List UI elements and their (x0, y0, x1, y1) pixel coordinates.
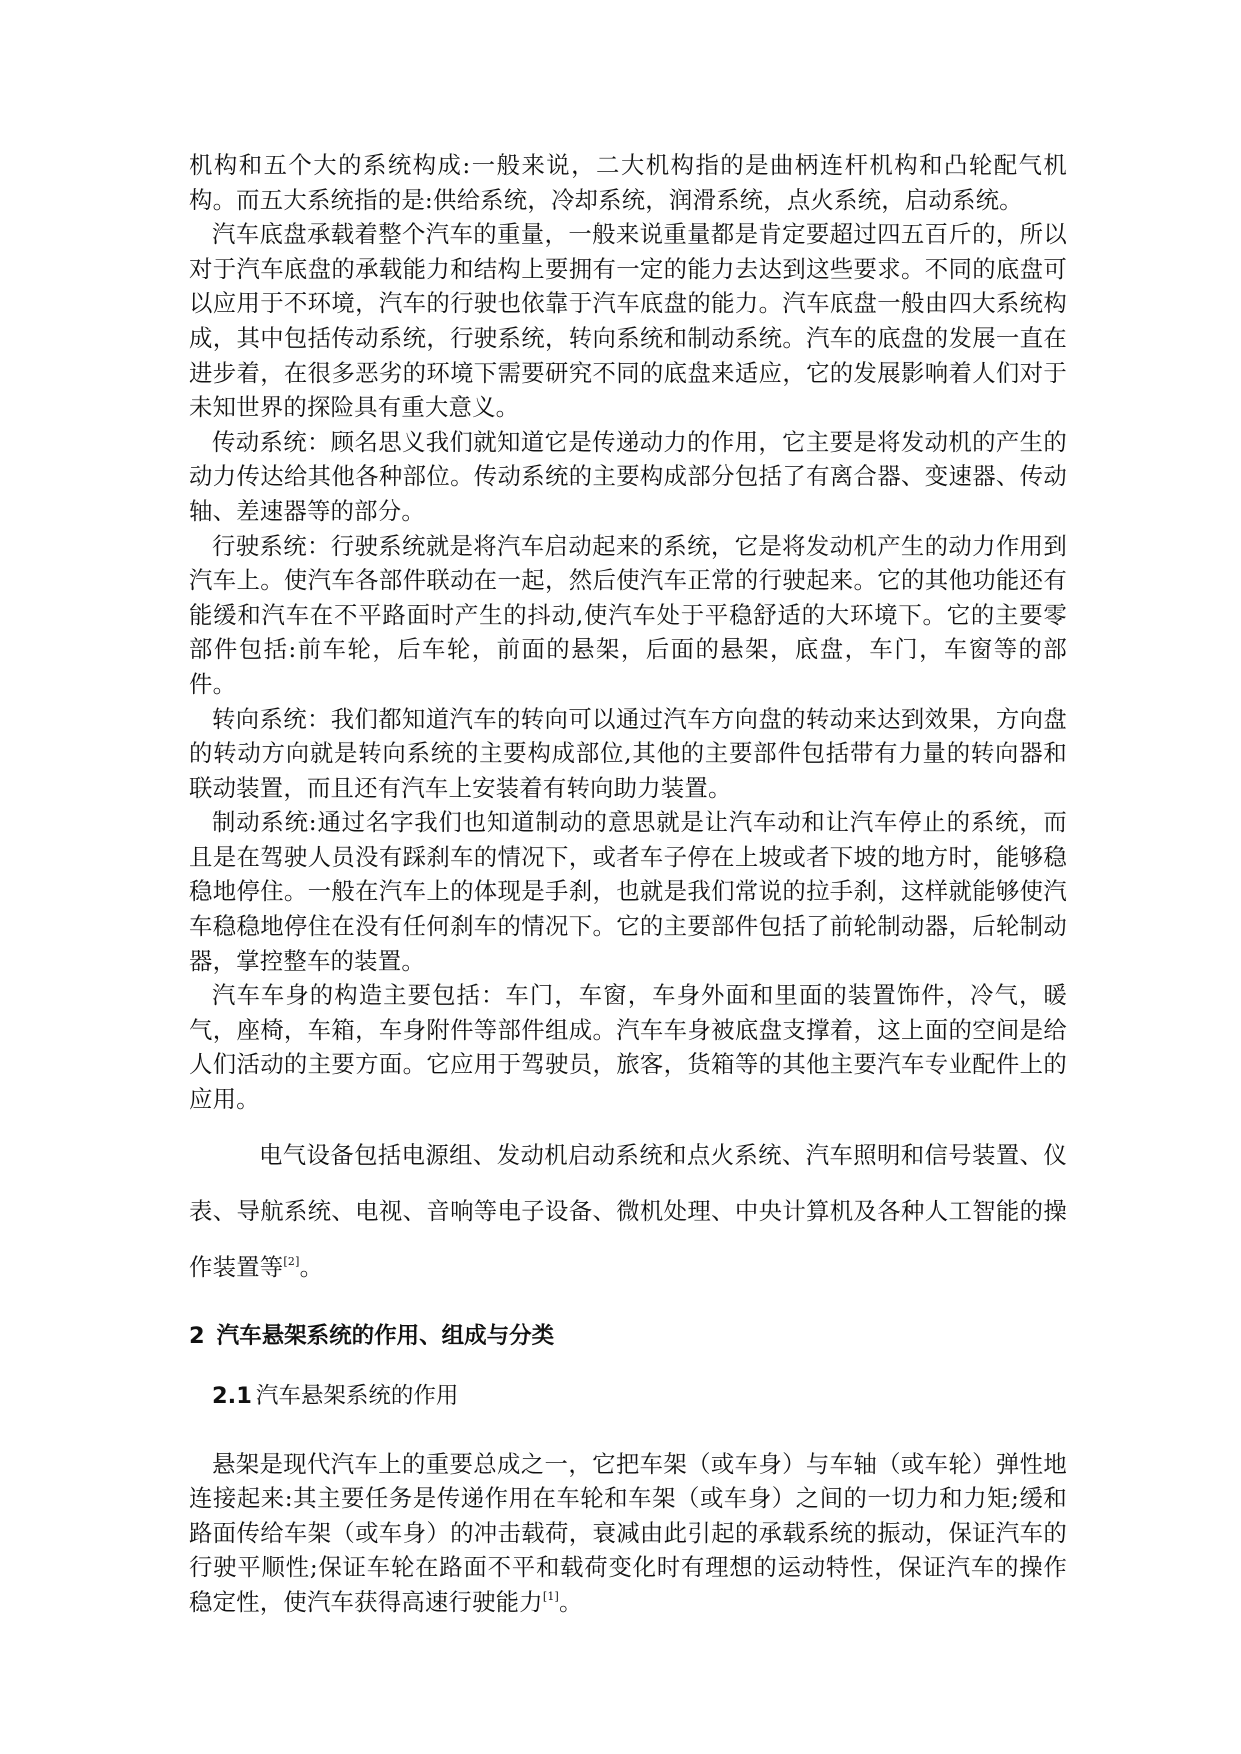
subsection-title: 汽车悬架系统的作用 (255, 1382, 459, 1409)
paragraph-suspension-end: 。 (559, 1588, 583, 1616)
paragraph-chassis: 汽车底盘承载着整个汽车的重量，一般来说重量都是肯定要超过四五百斤的，所以对于汽车底盘的承载能力和结构上要拥有一定的能力去达到这些要求。不同的底盘可以应用于不环境，汽车的行驶也依靠于汽车底盘的能力。汽车底盘一般由四大系统构成，其中包括传动系统，行驶系统，转向系统和制动系统。汽车的底盘的发展一直在进步着，在很多恶劣的环境下需要研究不同的底盘来适应，它的发展影响着人们对于未知世界的探险具有重大意义。 (189, 220, 1067, 422)
subsection-heading-2-1 (212, 1379, 1067, 1413)
paragraph-suspension-role (189, 1447, 1067, 1620)
paragraph-braking: 制动系统:通过名字我们也知道制动的意思就是让汽车动和让汽车停止的系统，而且是在驾驶人员没有踩刹车的情况下，或者车子停在上坡或者下坡的地方时，能够稳稳地停住。一般在汽车上的体现是手刹，也就是我们常说的拉手刹，这样就能够使汽车稳稳地停住在没有任何刹车的情况下。它的主要部件包括了前轮制动器，后轮制动器，掌控整车的装置。 (189, 808, 1067, 975)
paragraph-body: 汽车车身的构造主要包括：车门，车窗，车身外面和里面的装置饰件，冷气，暖气，座椅，车箱，车身附件等部件组成。汽车车身被底盘支撑着，这上面的空间是给人们活动的主要方面。它应用于驾驶员，旅客，货箱等的其他主要汽车专业配件上的应用。 (189, 981, 1067, 1114)
document-page (189, 148, 1067, 1620)
paragraph-engine-systems: 机构和五个大的系统构成:一般来说，二大机构指的是曲柄连杆机构和凸轮配气机构。而五大系统指的是:供给系统，冷却系统，润滑系统，点火系统，启动系统。 (189, 151, 1067, 214)
citation-ref: [1] (542, 1590, 560, 1603)
paragraph-steering: 转向系统：我们都知道汽车的转向可以通过汽车方向盘的转动来达到效果，方向盘的转动方向就是转向系统的主要构成部位,其他的主要部件包括带有力量的转向器和联动装置，而且还有汽车上安装着有转向助力装置。 (189, 704, 1067, 802)
paragraph-running-system: 行驶系统：行驶系统就是将汽车启动起来的系统，它是将发动机产生的动力作用到汽车上。使汽车各部件联动在一起，然后使汽车正常的行驶起来。它的其他功能还有能缓和汽车在不平路面时产生的抖动,使汽车处于平稳舒适的大环境下。它的主要零部件包括:前车轮，后车轮，前面的悬架，后面的悬架，底盘，车门，车窗等的部件。 (189, 531, 1067, 698)
section-heading-2 (189, 1319, 1067, 1353)
paragraph-electrical (189, 1127, 1067, 1295)
paragraph-electrical-text: 电气设备包括电源组、发动机启动系统和点火系统、汽车照明和信号装置、仪表、导航系统、电视、音响等电子设备、微机处理、中央计算机及各种人工智能的操作装置等 (189, 1140, 1067, 1281)
paragraph-suspension-text: 悬架是现代汽车上的重要总成之一，它把车架（或车身）与车轴（或车轮）弹性地连接起来:其主要任务是传递作用在车轮和车架（或车身）之间的一切力和力矩;缓和路面传给车架（或车身）的冲击载荷，衰减由此引起的承载系统的振动，保证汽车的行驶平顺性;保证车轮在路面不平和载荷变化时有理想的运动特性，保证汽车的操作稳定性，使汽车获得高速行驶能力 (189, 1449, 1067, 1616)
paragraph-transmission: 传动系统：顾名思义我们就知道它是传递动力的作用，它主要是将发动机的产生的动力传达给其他各种部位。传动系统的主要构成部分包括了有离合器、变速器、传动轴、差速器等的部分。 (189, 427, 1067, 525)
section-title: 汽车悬架系统的作用、组成与分类 (216, 1322, 555, 1349)
paragraph-electrical-end: 。 (299, 1252, 324, 1281)
subsection-number: 2.1 (212, 1382, 252, 1409)
citation-ref: [2] (283, 1254, 300, 1268)
section-number: 2 (189, 1322, 205, 1349)
